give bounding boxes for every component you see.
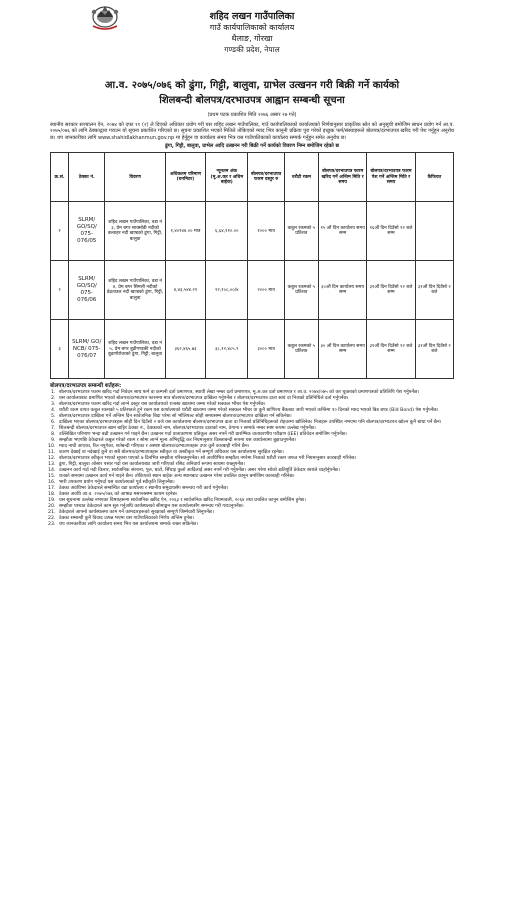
condition-item: 10. म्याद नाघी आएका, रित नपुगेका, शर्तबन्दी गरिएका र अस्पष्ट बोलपत्र/दरभाउपत्रहरू उपर कुनै कारबाही गरिने छैन।: [57, 444, 454, 450]
title-line-1: आ.व. २०७५/०७६ को ढुंगा, गिट्टी, बालुवा, ग्राभेल उत्खनन गरी बिक्री गर्ने कार्यको: [104, 80, 400, 91]
table-header-row: [51, 153, 454, 202]
cell-deposit: कबुल रकमको ५ प्रतिशत: [284, 261, 318, 320]
condition-item: 12. बोलपत्र/दरभाउपत्र स्वीकृत भएको सूचना पाएको ७ दिनभित्र सम्झौता गरिसक्नुपर्नेछ। सो अवधिभित्र सम्झौता नगरेमा निजको धरौटी रकम जफत गरी नियमानुसार कारबाही गरिनेछ।: [57, 456, 454, 462]
letterhead: [50, 0, 454, 85]
conditions-title: बोलपत्र/दरभाउपत्र सम्बन्धी शर्तहरू:: [50, 383, 122, 390]
col-header-purchase-deadline: बोलपत्र/दरभाउपत्र फारम खरिद गर्ने अन्तिम मिति र समय: [318, 153, 366, 202]
cell-remarks: [415, 202, 453, 261]
cell-contract-no: SLRM/ GO/SQ/ 075- 076/05: [69, 202, 105, 261]
cell-bid-fee: १००० मात्र: [248, 202, 284, 261]
cell-sn: १: [51, 202, 69, 261]
office-location: थैलाङ, गोरखा: [231, 34, 273, 43]
condition-item: 1. बोलपत्र/दरभाउपत्र फारम खरिद गर्दा निवेदन साथ फर्म वा कम्पनी दर्ता प्रमाणपत्र, स्थायी लेखा नम्बर दर्ता प्रमाणपत्र, मू.अ.कर दर्ता प्रमाणपत्र र आ.व. २०७४/०७५ को कर चुक्ताको प्रमाणपत्रको प्रतिलिपि पेश गर्नुपर्नेछ।: [57, 390, 454, 396]
province-name: गण्डकी प्रदेश, नेपाल: [224, 45, 280, 54]
municipality-name: शहिद लखन गाउँपालिका: [209, 11, 295, 22]
condition-item: 14. उत्खनन कार्य गर्दा नदी किनार, सार्वजनिक संरचना, पुल, बाटो, सिँचाइ कुलो आदिलाई असर नपर्ने गरी गर्नुपर्नेछ। असर परेमा सोको क्षतिपूर्ति ठेकेदार स्वयंले व्यहोर्नुपर्नेछ।: [57, 468, 454, 474]
office-name: गाउँ कार्यपालिकाको कार्यालय: [209, 23, 295, 32]
cell-quantity: ४,४३,५४४.२१: [165, 261, 205, 320]
condition-item: 5. बोलपत्र/दरभाउपत्र दाखिला गर्ने अन्तिम दिन सार्वजनिक बिदा परेमा सो भोलिपल्ट सोही समयसम्म बोलपत्र/दरभाउपत्र दाखिला गर्न सकिनेछ।: [57, 414, 454, 420]
col-header-quantity: अधिकतम परिमाण (घनमिटर): [165, 153, 205, 202]
condition-item: 16. भारी उपकरण प्रयोग गर्नुपर्दा यस कार्यालयको पूर्व स्वीकृति लिनुपर्नेछ।: [57, 480, 454, 486]
cell-bid-fee: २००० मात्र: [248, 261, 284, 320]
cell-sn: ३: [51, 320, 69, 379]
condition-item: 11. कारण देखाई वा नदेखाई कुनै वा सबै बोलपत्र/दरभाउपत्रहरू स्वीकृत वा अस्वीकृत गर्ने सम्पूर्ण अधिकार यस कार्यालयमा सुरक्षित रहनेछ।: [57, 450, 454, 456]
condition-item: 9. सम्झौता भएपछि ठेकेदारले कबुल गरेको रकम र सोमा लाग्ने मूल्य अभिवृद्धि कर नियमानुसार किस्ताबन्दी रूपमा यस कार्यालयमा बुझाउनुपर्नेछ।: [57, 438, 454, 444]
cell-remarks: ३१औं दिन दिउँसो २ बजे: [415, 320, 453, 379]
condition-item: 8. उल्लिखित परिमाण भन्दा बढी उत्खनन गर्न पाइने छैन। उत्खनन गर्दा वातावरणमा प्रतिकूल असर नपर्ने गरी प्रारम्भिक वातावरणीय परीक्षण (IEE) प्रतिवेदन बमोजिम गर्नुपर्नेछ।: [57, 432, 454, 438]
condition-item: 6. दाखिला भएका बोलपत्र/दरभाउपत्रहरू सोही दिन दिउँसो २ बजे यस कार्यालयमा बोलपत्र/दरभाउपत्र दाता वा निजको प्रतिनिधिहरूको रोहवरमा खोलिनेछ। निजहरू उपस्थित नभएमा पनि बोलपत्र/दरभाउपत्र खोल्न कुनै बाधा पर्ने छैन।: [57, 420, 454, 426]
cell-sn: २: [51, 261, 69, 320]
cell-bid-fee: ३००० मात्र: [248, 320, 284, 379]
table-row: [51, 320, 454, 379]
cell-min-amount: ३८,१२,४८५.९: [206, 320, 248, 379]
cell-purchase-deadline: १५ औं दिन कार्यालय समय सम्म: [318, 202, 366, 261]
table-row: [51, 202, 454, 261]
cell-purchase-deadline: ३० औं दिन कार्यालय समय सम्म: [318, 320, 366, 379]
col-header-submission-deadline: बोलपत्र/दरभाउपत्र फारम पेश गर्ने अन्तिम मिति र समय: [367, 153, 415, 202]
condition-item: 22. ठेक्का सम्बन्धी कुनै विवाद उत्पन्न भएमा यस गाउँपालिकाको निर्णय अन्तिम हुनेछ।: [57, 516, 454, 522]
col-header-bid-fee: बोलपत्र/दरभाउपत्र फारम दस्तुर रु: [248, 153, 284, 202]
condition-item: 23. थप जानकारीका लागि कार्यालय समय भित्र यस कार्यालयमा सम्पर्क राख्न सकिनेछ।: [57, 522, 454, 528]
col-header-min-amount: न्यूनतम अंक (मू.अ.कर र अधिम बाहेक): [206, 153, 248, 202]
col-header-sn: क्र.सं.: [51, 153, 69, 202]
cell-quantity: १,४०१४४.०० मात्र: [165, 202, 205, 261]
cell-deposit: कबुल रकमको ५ प्रतिशत: [284, 202, 318, 261]
col-header-contract-no: ठेक्का नं.: [69, 153, 105, 202]
condition-item: 19. यस सूचनामा उल्लेख नभएका विषयहरूमा सार्वजनिक खरिद ऐन, २०६३ र सार्वजनिक खरिद नियमावली, २०६४ तथा प्रचलित कानुन बमोजिम हुनेछ।: [57, 498, 454, 504]
cell-purchase-deadline: ३०औं दिन कार्यालय समय सम्म: [318, 261, 366, 320]
cell-contract-no: SLRM/ GO/ NCB/ 075- 076/07: [69, 320, 105, 379]
cell-deposit: कबुल रकमको ५ प्रतिशत: [284, 320, 318, 379]
contract-table: [50, 152, 454, 379]
title-line-2: शिलबन्दी बोलपत्र/दरभाउपत्र आह्वान सम्बन्धी सूचना: [159, 95, 345, 106]
condition-item: 13. ढुंगा, गिट्टी, बालुवा ओसार पसार गर्दा यस कार्यालयबाट जारी गरिएको रसिद अनिवार्य रूपमा साथमा राख्नुपर्नेछ।: [57, 462, 454, 468]
cell-contract-no: SLRM/ GO/SQ/ 075- 076/06: [69, 261, 105, 320]
condition-item: 18. ठेक्का अवधि आ.व. २०७५/०७६ को आषाढ मसान्तसम्म कायम रहनेछ।: [57, 492, 454, 498]
cell-submission-deadline: ३१औं दिन दिउँसो १२ बजे सम्म: [367, 261, 415, 320]
publication-date: (प्रथम पटक प्रकाशित मिति २०७६ असार २७ गते): [207, 112, 297, 118]
cell-min-amount: ६,६४,११०.००: [206, 202, 248, 261]
col-header-remarks: कैफियत: [415, 153, 453, 202]
cell-description: शहिद लखन गाउँपालिका, वडा नं ५, प्रेम बगर बुढीगण्डकी नदीको बुढागौरोवरको ढुंगा, गिट्टी, बालुवा: [105, 320, 165, 379]
cell-submission-deadline: ३१औं दिन दिउँसो १२ बजे सम्म: [367, 320, 415, 379]
conditions-list: [50, 390, 454, 528]
col-header-deposit: धरौटी रकम: [284, 153, 318, 202]
table-caption: ढुंगा, गिट्टी, बालुवा, ग्राभेल आदि उत्खनन गरी बिक्री गर्ने कार्यको विवरण निम्न बमोजिम रहेको छ: [164, 143, 340, 150]
cell-quantity: ३६२,४६५.७३: [165, 320, 205, 379]
cell-submission-deadline: १६औं दिन दिउँसो १२ बजे सम्म: [367, 202, 415, 261]
condition-item: 20. सम्झौता पश्चात ठेकेदारले काम सुरु गर्नुअघि कार्यस्थलको सीमाङ्कन यस कार्यालयसँग समन्वय गरी गराउनुपर्नेछ।: [57, 504, 454, 510]
condition-item: 21. ठेकेदारले आफ्नो कार्यस्थलमा काम गर्ने कामदारहरूको सुरक्षाको सम्पूर्ण जिम्मेवारी लिनुपर्नेछ।: [57, 510, 454, 516]
condition-item: 2. यस कार्यालयबाट प्रमाणित भएको बोलपत्र/दरभाउपत्र फारममा मात्र बोलपत्र/दरभाउपत्र दाखिला गर्नुपर्नेछ र बोलपत्र/दरभाउपत्र दाता स्वयं वा निजको प्रतिनिधिले दर्ता गर्नुपर्नेछ।: [57, 396, 454, 402]
cell-description: शहिद लखन गाउँपालिका, वडा नं ३, प्रेम बगर साक्सोडी नदीको डल्ताहर नदी खण्डको ढुंगा, गिट्टी, बालुवा: [105, 202, 165, 261]
cell-description: शहिद लखन गाउँपालिका, वडा नं ४, प्रेम बगर सिमली नदीको डेढताउल नदी खण्डको ढुंगा, गिट्टी, बालुवा: [105, 261, 165, 320]
intro-paragraph: स्थानीय सरकार सञ्चालन ऐन, २०७४ को दफा ११ (२) ले दिएको अधिकार प्रयोग गरी यस शहिद लखन गाउँपालिका, गाउँ कार्यपालिकाको कार्यालयको निर्णयानुसार प्राकृतिक स्रोत को अनुसूची बमोजिम साधन प्रयोग गर्न आ.व. २०७५/०७६ को लागि ठेक्काद्वारा गराउन यो सूचना प्रकाशित गरिएको छ। सूचना प्रकाशित भएको मितिले तोकिएको म्याद भित्र कानुनी प्रक्रिया पुरा गरेको इच्छुक फर्म/संस्थाहरूले बोलपत्र/दरभाउपत्र खरिद गरी पेश गर्नुहुन अनुरोध छ। थप जानकारीका लागि www.shahidlakhanmun.gov.np मा हेर्नुहुन वा कार्यालय समय भित्र यस गाउँपालिकाको कार्यालय सम्पर्क गर्नुहुन समेत अनुरोध छ।: [50, 122, 454, 141]
cell-min-amount: २२,१०८,००/४: [206, 261, 248, 320]
condition-item: 17. ठेक्का अवधिभर ठेकेदारले सम्बन्धित वडा कार्यालय र स्थानीय समुदायसँग समन्वय गरी कार्य गर्नुपर्नेछ।: [57, 486, 454, 492]
condition-item: 4. धरौटी रकम वापत कबुल रकमको ५ प्रतिशतले हुने रकम यस कार्यालयको धरौटी खातामा जम्मा गरेको सक्कल भौचर वा कुनै बाणिज्य बैंकबाट जारी भएको कम्तिमा ९० दिनको म्याद भएको बिड बण्ड (Bid Bond) पेश गर्नुपर्नेछ।: [57, 408, 454, 414]
table-row: [51, 261, 454, 320]
col-header-description: विवरण: [105, 153, 165, 202]
nepal-emblem-icon: [88, 2, 122, 32]
condition-item: 3. बोलपत्र/दरभाउपत्र फारम खरिद गर्दा लाग्ने दस्तुर यस कार्यालयको राजस्व खातामा जम्मा गरेको सक्कल भौचर पेश गर्नुपर्नेछ।: [57, 402, 454, 408]
condition-item: 7. शिलबन्दी बोलपत्र/दरभाउपत्र खाम बाहिर ठेक्का नं., ठेक्काको नाम, बोलपत्र/दरभाउपत्र दाताको नाम, ठेगाना र सम्पर्क नम्बर स्पष्ट रूपमा उल्लेख गर्नुपर्नेछ।: [57, 426, 454, 432]
condition-item: 15. रातको समयमा उत्खनन कार्य गर्न पाइने छैन। तोकिएको स्थान बाहेक अन्य स्थानबाट उत्खनन गरेमा प्रचलित कानुन बमोजिम कारबाही गरिनेछ।: [57, 474, 454, 480]
cell-remarks: ३१औं दिन दिउँसो २ बजे: [415, 261, 453, 320]
